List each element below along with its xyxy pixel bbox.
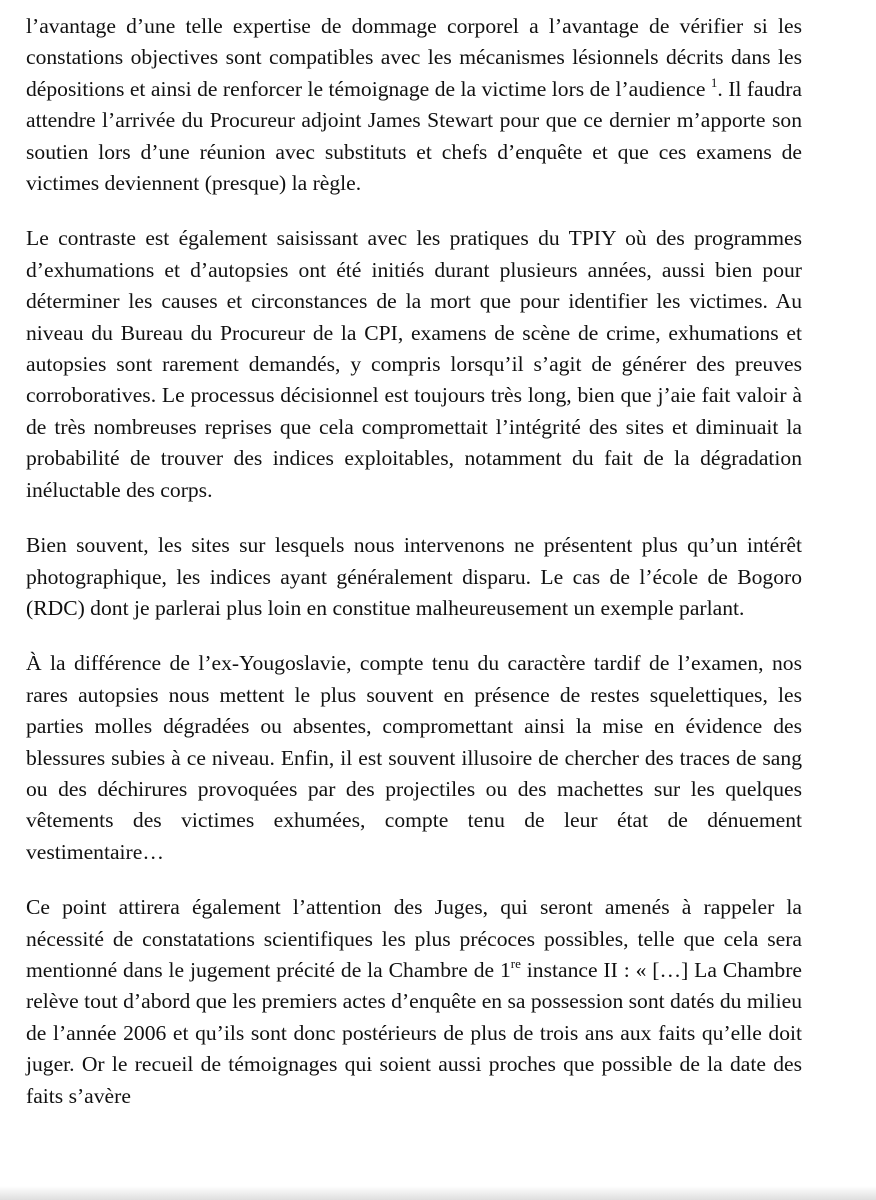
paragraph-5 bbox=[26, 892, 802, 1112]
paragraph-2 bbox=[26, 223, 802, 506]
paragraph-5-text-a: Ce point attirera également l’attention des Juges, qui seront amenés à rappeler la nécessité de constatations scientifiques les plus précoces possibles, telle que cela sera mentionné dans le jugement précité de la Chambre de 1 bbox=[26, 895, 802, 982]
paragraph-5-text-b: instance II : « […] La Chambre relève tout d’abord que les premiers actes d’enquête en sa possession sont datés du milieu de l’année 2006 et qu’ils sont donc postérieurs de plus de trois ans aux faits qu’elle doit juger. Or le recueil de témoignages qui soient aussi proches que possible de la date des faits s’avère bbox=[26, 957, 802, 1108]
paragraph-3-text: Bien souvent, les sites sur lesquels nous intervenons ne présentent plus qu’un intérêt photographique, les indices ayant généralement disparu. Le cas de l’école de Bogoro (RDC) dont je parlerai plus loin en constitue malheureusement un exemple parlant. bbox=[26, 533, 802, 620]
ordinal-superscript: re bbox=[510, 955, 521, 971]
paragraph-3 bbox=[26, 530, 802, 624]
footnote-ref-1: 1 bbox=[710, 74, 718, 90]
paragraph-1-text-a: l’avantage d’une telle expertise de dommage corporel a l’avantage de vérifier si les constations objectives sont compatibles avec les mécanismes lésionnels décrits dans les dépositions et ainsi de renforcer le témoignage de la victime lors de l’audience bbox=[26, 14, 802, 101]
paragraph-4-text: À la différence de l’ex-Yougoslavie, compte tenu du caractère tardif de l’examen, nos rares autopsies nous mettent le plus souvent en présence de restes squelettiques, les parties molles dégradées ou absentes, compromettant ainsi la mise en évidence des blessures subies à ce niveau. Enfin, il est souvent illusoire de chercher des traces de sang ou des déchirures provoquées par des projectiles ou des machettes sur les quelques vêtements des victimes exhumées, compte tenu de leur état de dénuement vestimentaire… bbox=[26, 651, 802, 864]
paragraph-1-text-b: . Il faudra attendre l’arrivée du Procureur adjoint James Stewart pour que ce dernier m’apporte son soutien lors d’une réunion avec substituts et chefs d’enquête et que ces examens de victimes deviennent (presque) la règle. bbox=[26, 76, 802, 196]
page-bottom-edge bbox=[0, 1186, 876, 1200]
paragraph-1 bbox=[26, 11, 802, 199]
paragraph-2-text: Le contraste est également saisissant avec les pratiques du TPIY où des programmes d’exhumations et d’autopsies ont été initiés durant plusieurs années, aussi bien pour déterminer les causes et circonstances de la mort que pour identifier les victimes. Au niveau du Bureau du Procureur de la CPI, examens de scène de crime, exhumations et autopsies sont rarement demandés, y compris lorsqu’il s’agit de générer des preuves corroboratives. Le processus décisionnel est toujours très long, bien que j’aie fait valoir à de très nombreuses reprises que cela compromettait l’intégrité des sites et diminuait la probabilité de trouver des indices exploitables, notamment du fait de la dégradation inéluctable des corps. bbox=[26, 226, 802, 502]
paragraph-4 bbox=[26, 648, 802, 868]
